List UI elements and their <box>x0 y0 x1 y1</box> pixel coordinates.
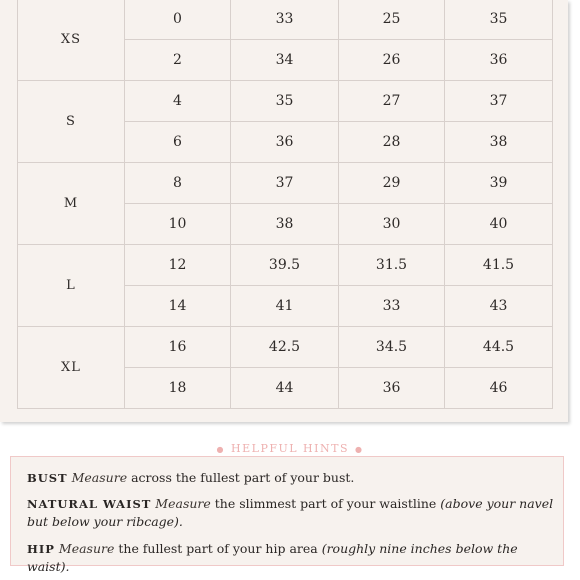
bullet-dot-icon: ● <box>216 444 226 454</box>
bust-cell: 33 <box>231 0 339 40</box>
waist-cell: 33 <box>339 286 445 327</box>
size-label: XL <box>18 327 125 409</box>
size-chart-body <box>18 0 553 409</box>
bust-cell: 38 <box>231 204 339 245</box>
waist-cell: 34.5 <box>339 327 445 368</box>
size-label: L <box>18 245 125 327</box>
size-number-cell: 2 <box>125 40 231 81</box>
waist-cell: 30 <box>339 204 445 245</box>
hint-note: (above your navel but below your ribcage). <box>27 496 554 529</box>
bust-cell: 34 <box>231 40 339 81</box>
hint-label: NATURAL WAIST <box>27 497 152 511</box>
hint-lead: Measure <box>155 496 211 511</box>
size-number-cell: 0 <box>125 0 231 40</box>
hint-label: HIP <box>27 542 55 556</box>
table-row <box>18 0 553 40</box>
bust-cell: 36 <box>231 122 339 163</box>
hint-text: the slimmest part of your waistline <box>210 496 441 511</box>
table-row <box>18 81 553 122</box>
table-row <box>18 245 553 286</box>
hip-cell: 46 <box>445 368 553 409</box>
size-label: S <box>18 81 125 163</box>
waist-cell: 26 <box>339 40 445 81</box>
hints-title-text: HELPFUL HINTS <box>231 442 349 455</box>
bust-cell: 37 <box>231 163 339 204</box>
hip-cell: 39 <box>445 163 553 204</box>
bust-cell: 39.5 <box>231 245 339 286</box>
hint-lead: Measure <box>58 541 115 556</box>
bust-cell: 44 <box>231 368 339 409</box>
bust-cell: 42.5 <box>231 327 339 368</box>
size-number-cell: 14 <box>125 286 231 327</box>
table-row <box>18 163 553 204</box>
size-number-cell: 4 <box>125 81 231 122</box>
waist-cell: 29 <box>339 163 445 204</box>
hip-cell: 44.5 <box>445 327 553 368</box>
table-row <box>18 327 553 368</box>
waist-cell: 36 <box>339 368 445 409</box>
size-number-cell: 8 <box>125 163 231 204</box>
size-number-cell: 12 <box>125 245 231 286</box>
bust-cell: 41 <box>231 286 339 327</box>
waist-cell: 27 <box>339 81 445 122</box>
hint-natural-waist <box>27 495 557 531</box>
hip-cell: 35 <box>445 0 553 40</box>
hip-cell: 41.5 <box>445 245 553 286</box>
hip-cell: 37 <box>445 81 553 122</box>
size-label: M <box>18 163 125 245</box>
waist-cell: 31.5 <box>339 245 445 286</box>
hint-text: across the fullest part of your bust. <box>127 470 355 485</box>
hint-label: BUST <box>27 471 68 485</box>
hint-bust <box>27 469 557 487</box>
size-label: XS <box>18 0 125 81</box>
helpful-hints-title <box>0 442 580 455</box>
helpful-hints-box <box>10 456 564 574</box>
size-number-cell: 6 <box>125 122 231 163</box>
size-number-cell: 16 <box>125 327 231 368</box>
bust-cell: 35 <box>231 81 339 122</box>
hip-cell: 36 <box>445 40 553 81</box>
hip-cell: 43 <box>445 286 553 327</box>
hint-note: (roughly nine inches below the waist). <box>27 541 518 574</box>
size-number-cell: 18 <box>125 368 231 409</box>
bullet-dot-icon: ● <box>354 444 364 454</box>
hint-lead: Measure <box>71 470 128 485</box>
hint-text: the fullest part of your hip area <box>114 541 322 556</box>
hip-cell: 38 <box>445 122 553 163</box>
waist-cell: 28 <box>339 122 445 163</box>
size-number-cell: 10 <box>125 204 231 245</box>
hint-hip <box>27 540 557 576</box>
hip-cell: 40 <box>445 204 553 245</box>
waist-cell: 25 <box>339 0 445 40</box>
size-chart-table <box>17 0 553 409</box>
